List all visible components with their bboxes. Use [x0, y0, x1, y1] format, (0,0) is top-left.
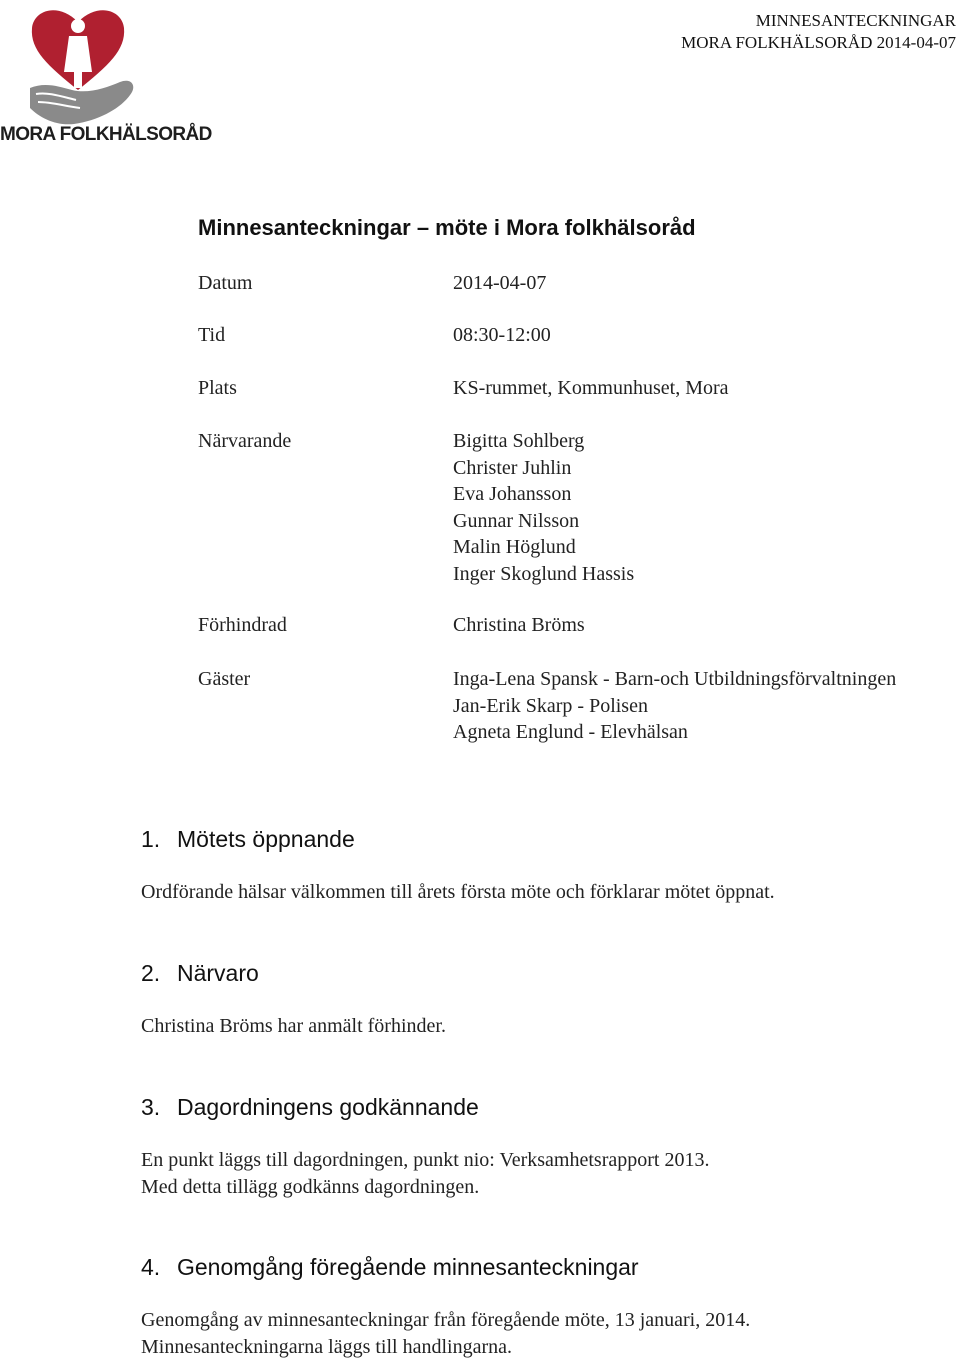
section-body-1	[141, 879, 775, 906]
section-body-3	[141, 1147, 709, 1201]
attendee-name: Malin Höglund	[453, 536, 576, 558]
section-title: Mötets öppnande	[177, 826, 355, 852]
section-heading-2	[141, 960, 259, 987]
gaster-list	[453, 666, 896, 746]
datum-value: 2014-04-07	[453, 272, 547, 294]
section-number: 4.	[141, 1254, 161, 1280]
tid-value: 08:30-12:00	[453, 324, 551, 346]
plats-label: Plats	[198, 377, 237, 399]
section-number: 2.	[141, 960, 161, 986]
guest-entry: Inga-Lena Spansk - Barn-och Utbildningsförvaltningen	[453, 668, 897, 690]
section-heading-3	[141, 1094, 479, 1121]
attendee-name: Gunnar Nilsson	[453, 509, 580, 532]
narvarande-label: Närvarande	[198, 430, 292, 452]
attendee-name: Eva Johansson	[453, 483, 572, 505]
forhindrad-value: Christina Bröms	[453, 614, 585, 636]
forhindrad-label: Förhindrad	[198, 614, 287, 636]
section-text-line: En punkt läggs till dagordningen, punkt nio: Verksamhetsrapport 2013.	[141, 1149, 710, 1171]
section-heading-1	[141, 826, 355, 853]
section-body-2	[141, 1013, 446, 1040]
attendee-name: Christer Juhlin	[453, 456, 572, 479]
document-header	[681, 10, 956, 54]
section-text-line: Genomgång av minnesanteckningar från föregående möte, 13 januari, 2014.	[141, 1309, 751, 1331]
attendee-name: Bigitta Sohlberg	[453, 430, 585, 452]
datum-label: Datum	[198, 272, 253, 294]
gaster-label: Gäster	[198, 668, 251, 690]
logo	[0, 0, 212, 150]
section-text-line: Christina Bröms har anmält förhinder.	[141, 1015, 446, 1037]
section-number: 1.	[141, 826, 161, 852]
section-number: 3.	[141, 1094, 161, 1120]
section-text-line: Minnesanteckningarna läggs till handlingarna.	[141, 1336, 513, 1358]
document-title: Minnesanteckningar – möte i Mora folkhälsoråd	[198, 215, 696, 240]
section-title: Dagordningens godkännande	[177, 1094, 479, 1120]
heart-hand-logo-icon	[28, 2, 140, 126]
attendee-name: Inger Skoglund Hassis	[453, 562, 635, 585]
guest-entry: Jan-Erik Skarp - Polisen	[453, 694, 648, 717]
section-heading-4	[141, 1254, 639, 1281]
section-text-line: Med detta tillägg godkänns dagordningen.	[141, 1176, 480, 1198]
section-text-line: Ordförande hälsar välkommen till årets första möte och förklarar mötet öppnat.	[141, 881, 775, 903]
section-title: Genomgång föregående minnesanteckningar	[177, 1254, 639, 1280]
narvarande-list	[453, 428, 634, 587]
header-org-date: MORA FOLKHÄLSORÅD 2014-04-07	[681, 33, 956, 52]
tid-label: Tid	[198, 324, 226, 346]
section-body-4	[141, 1307, 750, 1361]
section-title: Närvaro	[177, 960, 259, 986]
guest-entry: Agneta Englund - Elevhälsan	[453, 721, 688, 743]
logo-text: MORA FOLKHÄLSORÅD	[0, 124, 212, 145]
header-doc-type: MINNESANTECKNINGAR	[755, 11, 956, 30]
plats-value: KS-rummet, Kommunhuset, Mora	[453, 377, 729, 399]
